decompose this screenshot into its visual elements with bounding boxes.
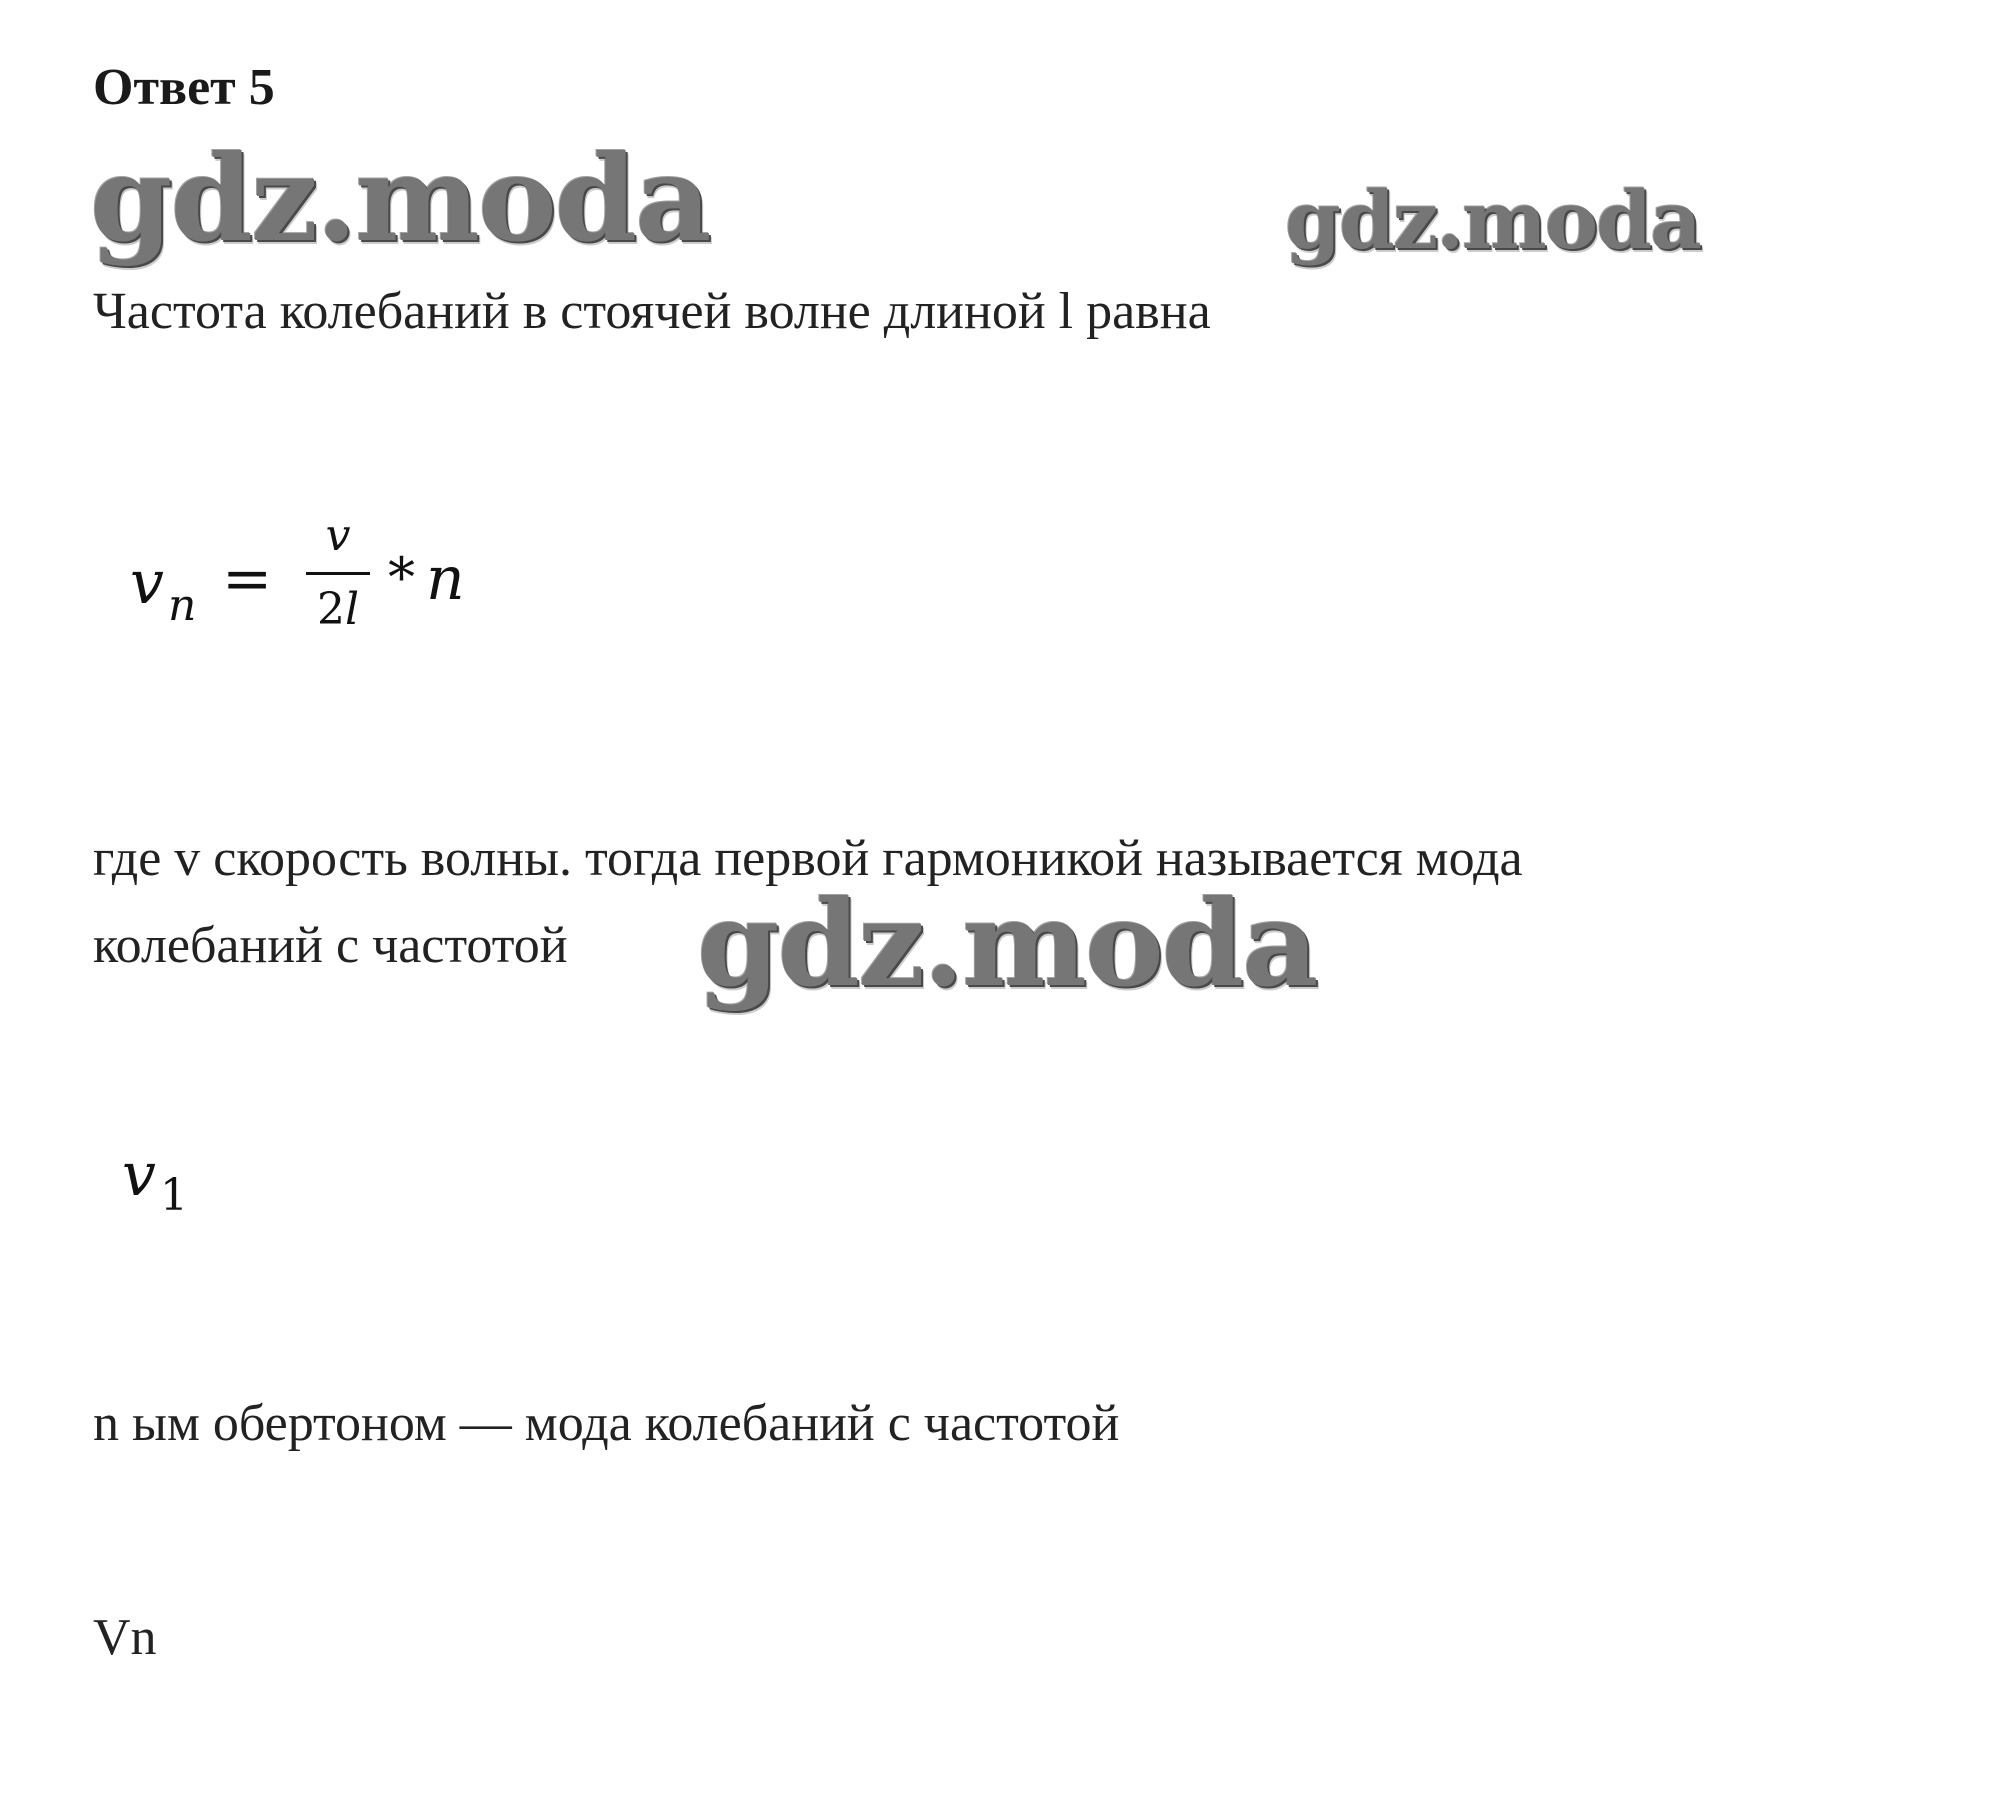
paragraph-frequency-intro: Частота колебаний в стоячей волне длиной l равна	[93, 283, 1211, 340]
formula-subscript-n: n	[168, 580, 197, 631]
formula-v-symbol: v	[122, 1140, 156, 1210]
paragraph-vn: Vn	[93, 1609, 157, 1666]
formula-fraction-bar	[306, 572, 370, 575]
watermark-logo: gdz.moda	[90, 129, 710, 268]
formula-denominator-var: l	[344, 584, 360, 635]
watermark-logo: gdz.moda	[697, 874, 1317, 1013]
formula-denominator	[302, 584, 374, 635]
paragraph-wave-speed-line1: где v скорость волны. тогда первой гармоникой называется мода	[93, 830, 1523, 887]
paragraph-overtone: n ым обертоном — мода колебаний с частотой	[93, 1395, 1120, 1452]
formula-v-symbol: v	[130, 548, 164, 618]
formula-subscript-one: 1	[160, 1170, 188, 1221]
formula-multiply-operator: *	[388, 546, 415, 609]
formula-denominator-number: 2	[316, 584, 345, 635]
formula-multiplier-n: n	[426, 544, 465, 614]
formula-numerator: v	[325, 510, 351, 561]
paragraph-wave-speed-line2: колебаний с частотой	[93, 917, 568, 974]
formula-equals-sign: =	[222, 544, 273, 614]
answer-heading: Ответ 5	[93, 59, 275, 116]
watermark-logo: gdz.moda	[1285, 173, 1700, 267]
